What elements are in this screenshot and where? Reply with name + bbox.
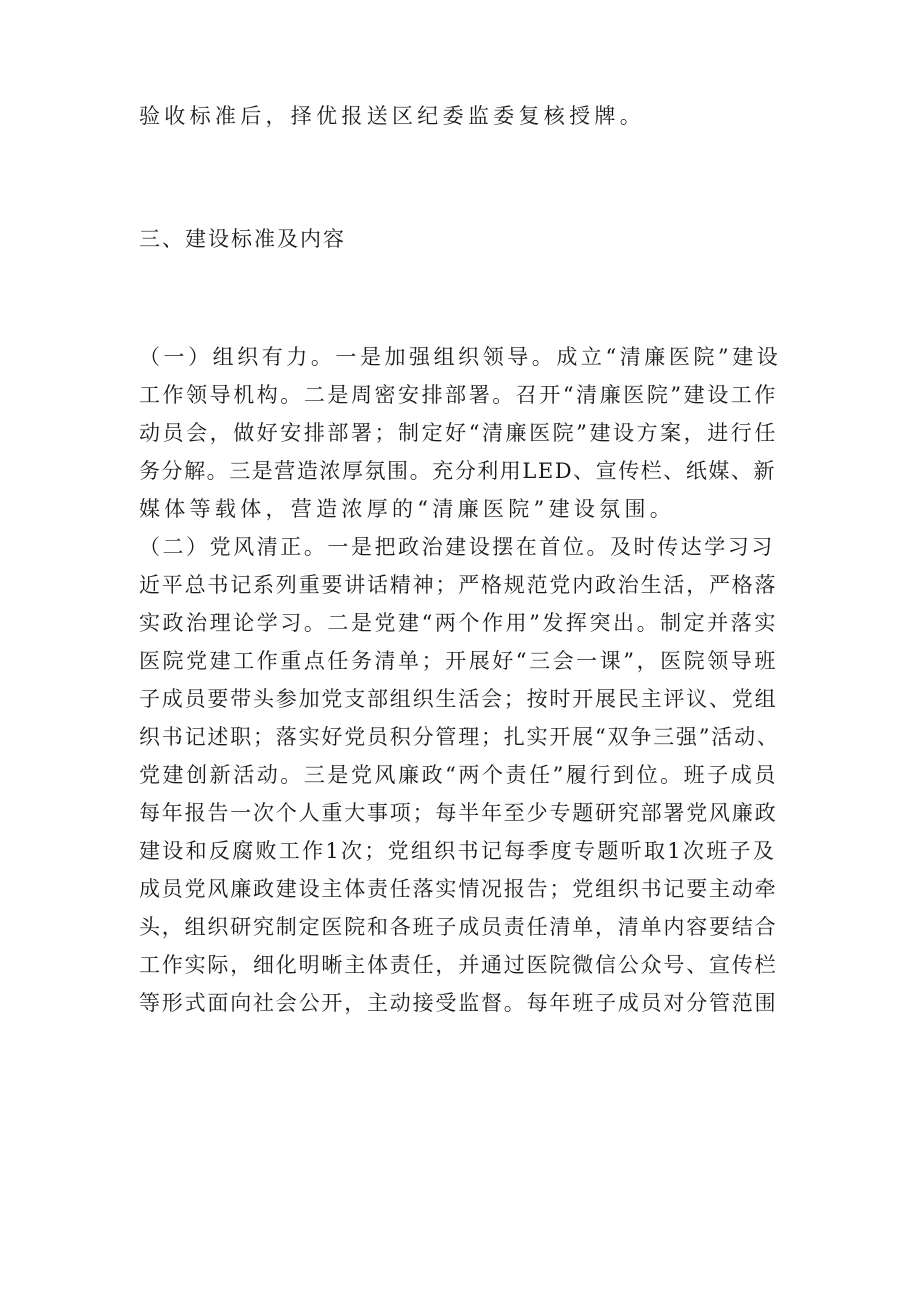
paragraph-line: 成员党风廉政建设主体责任落实情况报告；党组织书记要主动牵 [139, 877, 778, 901]
paragraph-line: 子成员要带头参加党支部组织生活会；按时开展民主评议、党组 [139, 687, 778, 711]
paragraph-line: 工作实际，细化明晰主体责任，并通过医院微信公众号、宣传栏 [139, 953, 778, 977]
paragraph-line: 织书记述职；落实好党员积分管理；扎实开展“双争三强”活动、 [139, 725, 780, 749]
paragraph-line: 媒体等载体，营造浓厚的“清廉医院”建设氛围。 [139, 497, 676, 521]
paragraph-line: 工作领导机构。二是周密安排部署。召开“清廉医院”建设工作 [139, 383, 778, 407]
paragraph-line: 医院党建工作重点任务清单；开展好“三会一课”，医院领导班 [139, 649, 778, 673]
paragraph-line: 动员会，做好安排部署；制定好“清廉医院”建设方案，进行任 [139, 421, 778, 445]
paragraph-line: （二）党风清正。一是把政治建设摆在首位。及时传达学习习 [139, 535, 775, 559]
paragraph-line: 每年报告一次个人重大事项；每半年至少专题研究部署党风廉政 [139, 801, 778, 825]
paragraph-line: 务分解。三是营造浓厚氛围。充分利用LED、宣传栏、纸媒、新 [139, 459, 777, 483]
paragraph-line: 近平总书记系列重要讲话精神；严格规范党内政治生活，严格落 [139, 573, 778, 597]
paragraph-line: 党建创新活动。三是党风廉政“两个责任”履行到位。班子成员 [139, 763, 778, 787]
carryover-text-line: 验收标准后，择优报送区纪委监委复核授牌。 [139, 104, 645, 128]
paragraph-line: （一）组织有力。一是加强组织领导。成立“清廉医院”建设 [139, 345, 782, 369]
section-heading: 三、建设标准及内容 [139, 227, 346, 251]
paragraph-line: 建设和反腐败工作1次；党组织书记每季度专题听取1次班子及 [139, 839, 777, 863]
paragraph-line: 实政治理论学习。二是党建“两个作用”发挥突出。制定并落实 [139, 611, 778, 635]
paragraph-line: 头，组织研究制定医院和各班子成员责任清单，清单内容要结合 [139, 915, 778, 939]
paragraph-line: 等形式面向社会公开，主动接受监督。每年班子成员对分管范围 [139, 991, 778, 1015]
